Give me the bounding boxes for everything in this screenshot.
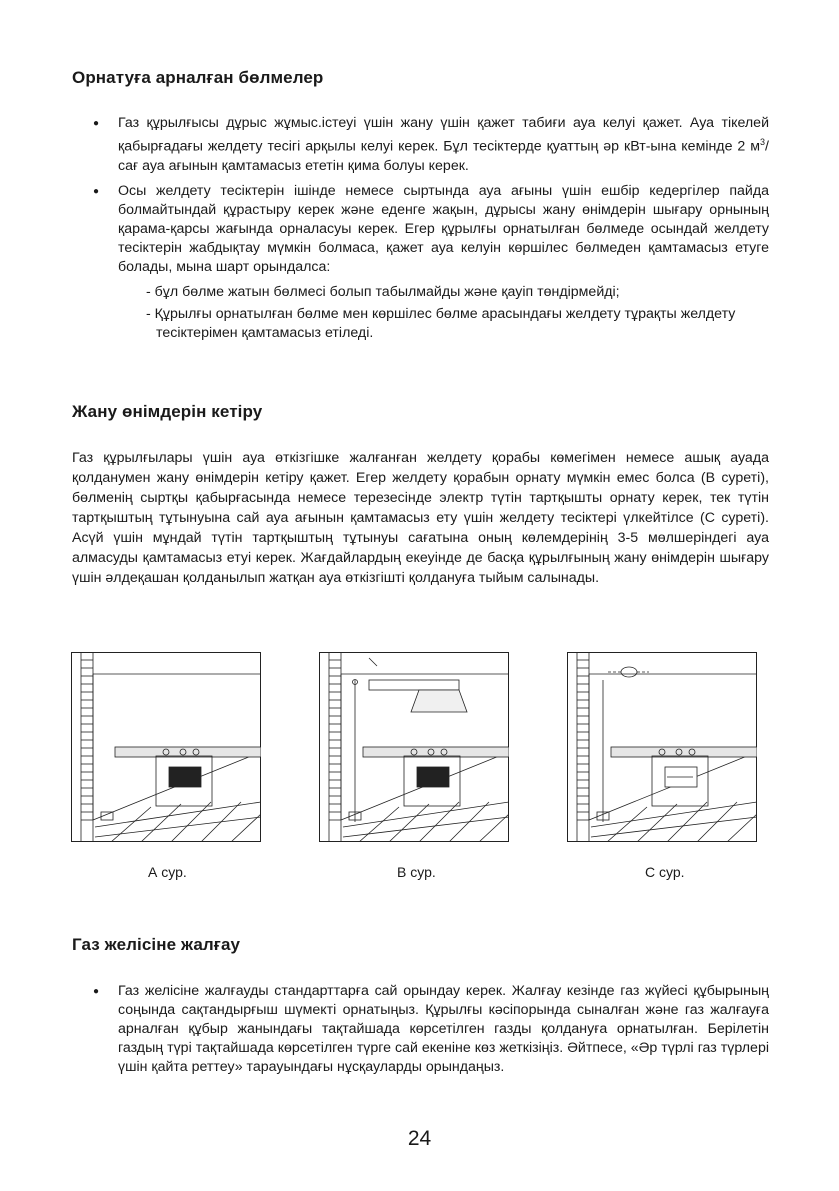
bullet-air-supply-text-b: /сағ ауа ағынын қамтамасыз ететін қима болуы керек. [118,138,769,174]
figure-a-caption: А сур. [148,864,187,880]
condition-item-2: - Құрылғы орнатылған бөлме мен көршілес бөлме арасындағы желдету тұрақты желдету тесіктерімен қамтамасыз етіледі. [146,305,736,341]
figure-b-drawing [319,652,509,842]
condition-item-1: - бұл бөлме жатын бөлмесі болып табылмайды және қауіп төндірмейді; [146,283,620,300]
figure-c-drawing [567,652,757,842]
page-number: 24 [407,1127,432,1150]
bullet-vent-openings-text: Осы желдету тесіктерін ішінде немесе сыртында ауа ағыны үшін ешбір кедергілер пайда болмайтындай құрастыру керек және еденге жақын, дұрысы жану өнімдерін шығару орнының қарама-қарсы жағында орналасуы керек. Егер құрылғы орнатылған бөлмеде осындай желдету тесіктерін жабдықтау мүмкін болмаса, қажет ауа келуін көршілес бөлмеден қамтамасыз етуге болады, мына шарт орындалса: [118,182,769,275]
gas-connection-bullet-list [72,982,769,1083]
cubic-superscript: 3 [760,137,766,147]
section-heading-installation-rooms: Орнатуға арналған бөлмелер [72,68,324,87]
section-heading-gas-connection: Газ желісіне жалғау [72,935,241,954]
combustion-paragraph: Газ құрылғылары үшін ауа өткізгішке жалғанған желдету қорабы көмегімен немесе ашық ауада қолданумен жану өнімдерін кетіру қажет. Егер желдету қорабын орнату мүмкін емес болса (В суреті), бөлменің сыртқы қабырғасында немесе терезесінде электр түтін тартқышты орнату керек, тек түтін тартқыштың тұтынуына сай ауа ағынын қамтамасыз ету үшін желдету тесіктері үлкейтілсе (С суреті). Асүй үшін мұндай түтін тартқыштың тұтынуы сағатына оның көлемдерінің 3-5 мөлшеріндегі ауа алмасуды қамтамасыз етуі керек. Жағдайлардың екеуінде де басқа құрылғының жану өнімдерін шығару үшін әлдеқашан қолданылып жатқан ауа өткізгішті қолдануға тыйым салынады. [72,450,769,586]
bullet-air-supply-text-a: Газ құрылғысы дұрыс жұмыс.істеуі үшін жану үшін қажет табиғи ауа келуі қажет. Ауа тікелей қабырғадағы желдету тесігі арқылы келуі керек. Бұл тесіктерде қуаттың әр кВт-ына кемінде 2 м [118,115,769,155]
bullet-gas-connection-text: Газ желісіне жалғауды стандарттарға сай орындау керек. Жалғау кезінде газ жүйесі құбырының соңында сақтандырғыш шүмекті орнатыңыз. Құрылғы кәсіпорында сыналған және газ жалғауға арналған құбыр жанындағы тақтайшада көрсетілген газды қолдануға орнатылған. Берілетін газдың түрі тақтайшада көрсетілген түрге сай екеніне көз жеткізіңіз. Әйтпесе, «Әр түрлі газ түрлері үшін қайта реттеу» тарауындағы нұсқауларды орындаңыз. [118,983,769,1075]
figure-a-kitchen-illustration [71,652,261,842]
figure-b-caption: В сур. [397,864,436,880]
condition-list [118,283,769,343]
bullet-vent-openings [72,182,769,343]
installation-bullet-list [72,114,769,349]
figure-c-caption: С сур. [645,864,685,880]
figure-b-kitchen-illustration [319,652,509,842]
figure-a-drawing [71,652,261,842]
bullet-gas-connection [72,982,769,1077]
figure-c-kitchen-illustration [567,652,757,842]
bullet-air-supply [72,114,769,176]
section-heading-combustion-removal: Жану өнімдерін кетіру [72,402,263,421]
